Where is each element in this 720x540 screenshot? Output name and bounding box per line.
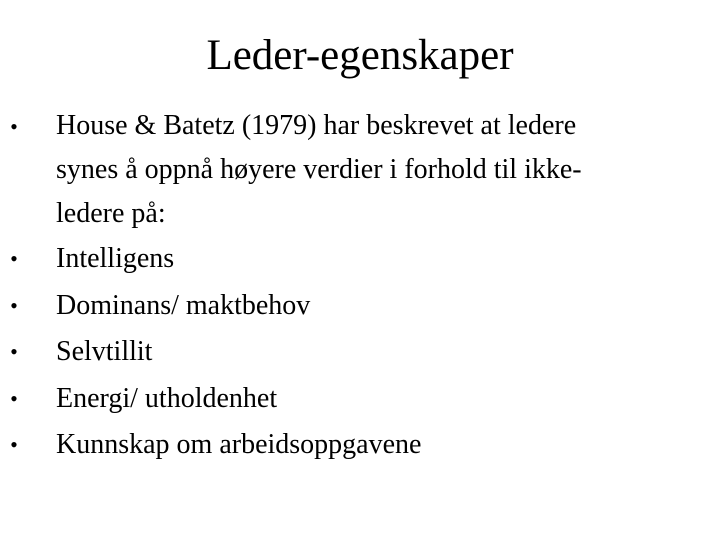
bullet-text-line: synes å oppnå høyere verdier i forhold til ikke- [56,154,582,185]
bullet-list [0,104,720,469]
bullet-text-line: Energi/ utholdenhet [56,382,278,414]
bullet-text-line: ledere på: [56,198,166,229]
bullet-dot-icon: • [10,339,18,364]
bullet-text-line: Kunnskap om arbeidsoppgavene [56,429,422,460]
bullet-text-line: Selvtillit [56,336,153,367]
bullet-item [0,236,720,283]
bullet-dot-icon: • [10,246,18,271]
slide-title: Leder-egenskaper [206,32,514,79]
bullet-dot-icon: • [10,385,18,411]
bullet-item [0,422,720,469]
bullet-item [0,283,720,330]
bullet-text-line: House & Batetz (1979) har beskrevet at ledere [56,110,577,141]
bullet-text-line: Dominans/ maktbehov [56,289,311,321]
bullet-item [0,329,720,376]
bullet-text-line: Intelligens [56,243,175,274]
bullet-item [0,104,720,236]
bullet-dot-icon: • [10,292,18,318]
bullet-dot-icon: • [10,432,18,457]
bullet-item [0,376,720,423]
bullet-dot-icon: • [10,114,18,139]
